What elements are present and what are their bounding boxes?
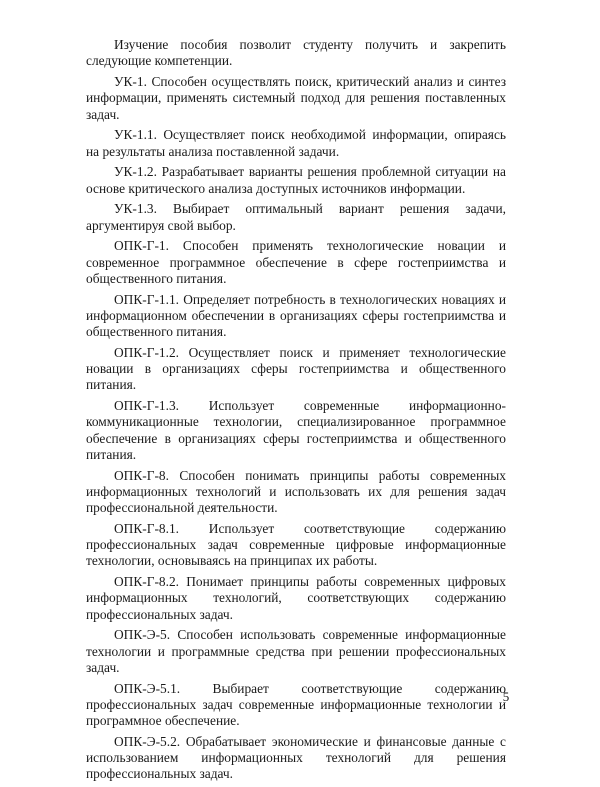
indicator-opk-g-8-2: ОПК-Г-8.2. Понимает принципы работы современных цифровых информационных технологий, соответствующих содержанию профессиональных задач. [86,574,506,622]
indicator-uk-1-3: УК-1.3. Выбирает оптимальный вариант решения задачи, аргументируя свой выбор. [86,201,506,233]
intro-paragraph: Изучение пособия позволит студенту получить и закрепить следующие компетенции. [86,37,506,69]
indicator-opk-e-5-1: ОПК-Э-5.1. Выбирает соответствующие содержанию профессиональных задач современные информационные технологии и программное обеспечение. [86,680,506,728]
competency-uk-1: УК-1. Способен осуществлять поиск, критический анализ и синтез информации, применять системный подход для решения поставленных задач. [86,74,506,122]
indicator-uk-1-1: УК-1.1. Осуществляет поиск необходимой информации, опираясь на результаты анализа поставленной задачи. [86,127,506,159]
indicator-opk-e-5-2: ОПК-Э-5.2. Обрабатывает экономические и финансовые данные с использованием информационных технологий для решения профессиональных задач. [86,733,506,782]
indicator-opk-g-1-2: ОПК-Г-1.2. Осуществляет поиск и применяет технологические новации в организациях сферы гостеприимства и общественного питания. [86,344,506,393]
competency-opk-e-5: ОПК-Э-5. Способен использовать современные информационные технологии и программные средства при решении профессиональных задач. [86,627,506,675]
indicator-uk-1-2: УК-1.2. Разрабатывает варианты решения проблемной ситуации на основе критического анализа доступных источников информации. [86,164,506,196]
page-number: 5 [502,689,510,704]
indicator-opk-g-8-1: ОПК-Г-8.1. Использует соответствующие содержанию профессиональных задач современные цифровые информационные технологии, основываясь на принципах их работы. [86,520,506,569]
indicator-opk-g-1-1: ОПК-Г-1.1. Определяет потребность в технологических новациях и информационном обеспечении в организациях сферы гостеприимства и общественного питания. [86,291,506,339]
body-text [86,37,506,787]
competency-opk-g-8: ОПК-Г-8. Способен понимать принципы работы современных информационных технологий и использовать их для решения задач профессиональной деятельности. [86,467,506,515]
indicator-opk-g-1-3: ОПК-Г-1.3. Использует современные информационно-коммуникационные технологии, специализированное программное обеспечение в организациях сферы гостеприимства и общественного питания. [86,398,506,462]
competency-opk-g-1: ОПК-Г-1. Способен применять технологические новации и современное программное обеспечение в сфере гостеприимства и общественного питания. [86,238,506,286]
